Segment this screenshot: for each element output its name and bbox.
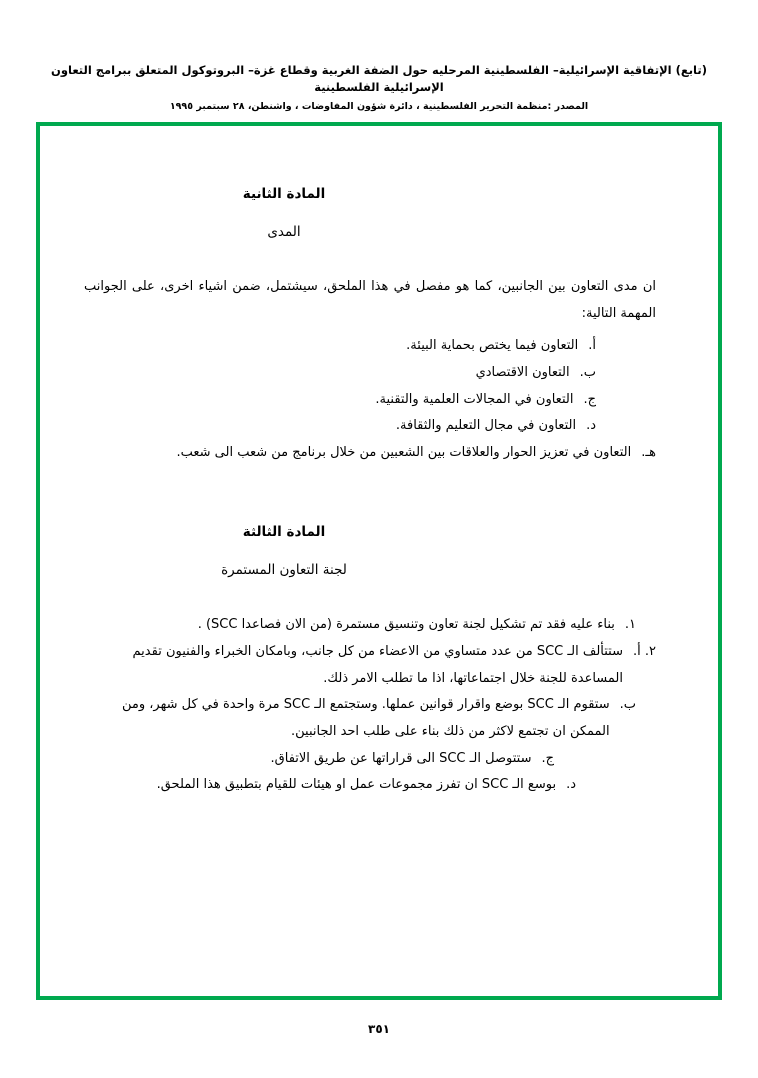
list-item-marker: ب.: [579, 364, 596, 380]
list-item-marker: ب.: [619, 697, 636, 713]
list-item-text: التعاون في مجال التعليم والثقافة.: [395, 418, 577, 434]
list-item: [84, 692, 674, 745]
list-item: [84, 387, 674, 414]
list-item-text: التعاون في المجالات العلمية والتقنية.: [375, 391, 574, 407]
list-item: [84, 440, 674, 467]
list-item-marker: هـ.: [641, 444, 656, 460]
list-item-text: التعاون الاقتصادي: [475, 364, 570, 380]
list-item-marker: د.: [586, 418, 596, 434]
list-item-marker: ٢. أ.: [633, 644, 656, 660]
list-item-marker: ١.: [624, 617, 636, 633]
list-item: [84, 360, 674, 387]
article-three-heading: المادة الثالثة: [242, 524, 326, 541]
article-two-heading: المادة الثانية: [242, 186, 326, 202]
list-item-text: ستتوصل الـ SCC الى قراراتها عن طريق الاتفاق.: [270, 750, 532, 766]
article-two-item-list: [84, 333, 674, 466]
list-item: [84, 413, 674, 440]
article-three-item-list: [84, 612, 674, 798]
article-two-subheading: المدى: [267, 224, 301, 240]
green-content-frame: [36, 122, 722, 1000]
document-body: [84, 186, 674, 799]
header-title: (تابع) الإتفاقية الإسرائيلية– الفلسطينية المرحليه حول الضفة الغربية وقطاع غزة– البروتوكول المتعلق ببرامج التعاون الإسرائيلية الفلسطينية: [51, 63, 707, 95]
list-item-marker: أ.: [588, 338, 596, 354]
list-item-marker: ج.: [541, 750, 554, 766]
list-item: [84, 639, 674, 692]
list-item-text: ستتألف الـ SCC من عدد متساوي من الاعضاء من كل جانب، وبامكان الخبراء والفنيون تقديم المساعدة للجنة خلال اجتماعاتها، اذا ما تطلب الامر ذلك.: [132, 644, 623, 686]
page-header: [40, 62, 718, 112]
list-item: [84, 746, 674, 773]
list-item: [84, 612, 674, 639]
list-item-marker: د.: [566, 777, 576, 793]
list-item-text: ستقوم الـ SCC بوضع واقرار قوانين عملها. وستجتمع الـ SCC مرة واحدة في كل شهر، ومن الممكن ان تجتمع لاكثر من ذلك بناء على طلب احد الجانبين.: [121, 697, 610, 740]
list-item-text: التعاون فيما يختص بحماية البيئة.: [406, 338, 579, 354]
list-item-text: التعاون في تعزيز الحوار والعلاقات بين الشعبين من خلال برنامج من شعب الى شعب.: [176, 444, 632, 460]
article-two-intro: ان مدى التعاون بين الجانبين، كما هو مفصل في هذا الملحق، سيشتمل، ضمن اشياء اخرى، على الجوانب المهمة التالية:: [84, 279, 656, 321]
section-spacer: [84, 466, 674, 524]
article-three-subheading: لجنة التعاون المستمرة: [221, 562, 347, 579]
list-item-text: بوسع الـ SCC ان تفرز مجموعات عمل او هيئات للقيام بتطبيق هذا الملحق.: [156, 777, 557, 793]
list-item-marker: ج.: [583, 391, 596, 407]
list-item: [84, 333, 674, 360]
page-number: ٣٥١: [368, 1022, 390, 1036]
header-source: المصدر :منظمة التحرير الفلسطينية ، دائرة شؤون المفاوضات ، واشنطن، ٢٨ سبتمبر ١٩٩٥: [169, 100, 589, 112]
list-item-text: بناء عليه فقد تم تشكيل لجنة تعاون وتنسيق مستمرة (من الان فصاعدا SCC) .: [197, 617, 615, 633]
list-item: [84, 772, 674, 799]
